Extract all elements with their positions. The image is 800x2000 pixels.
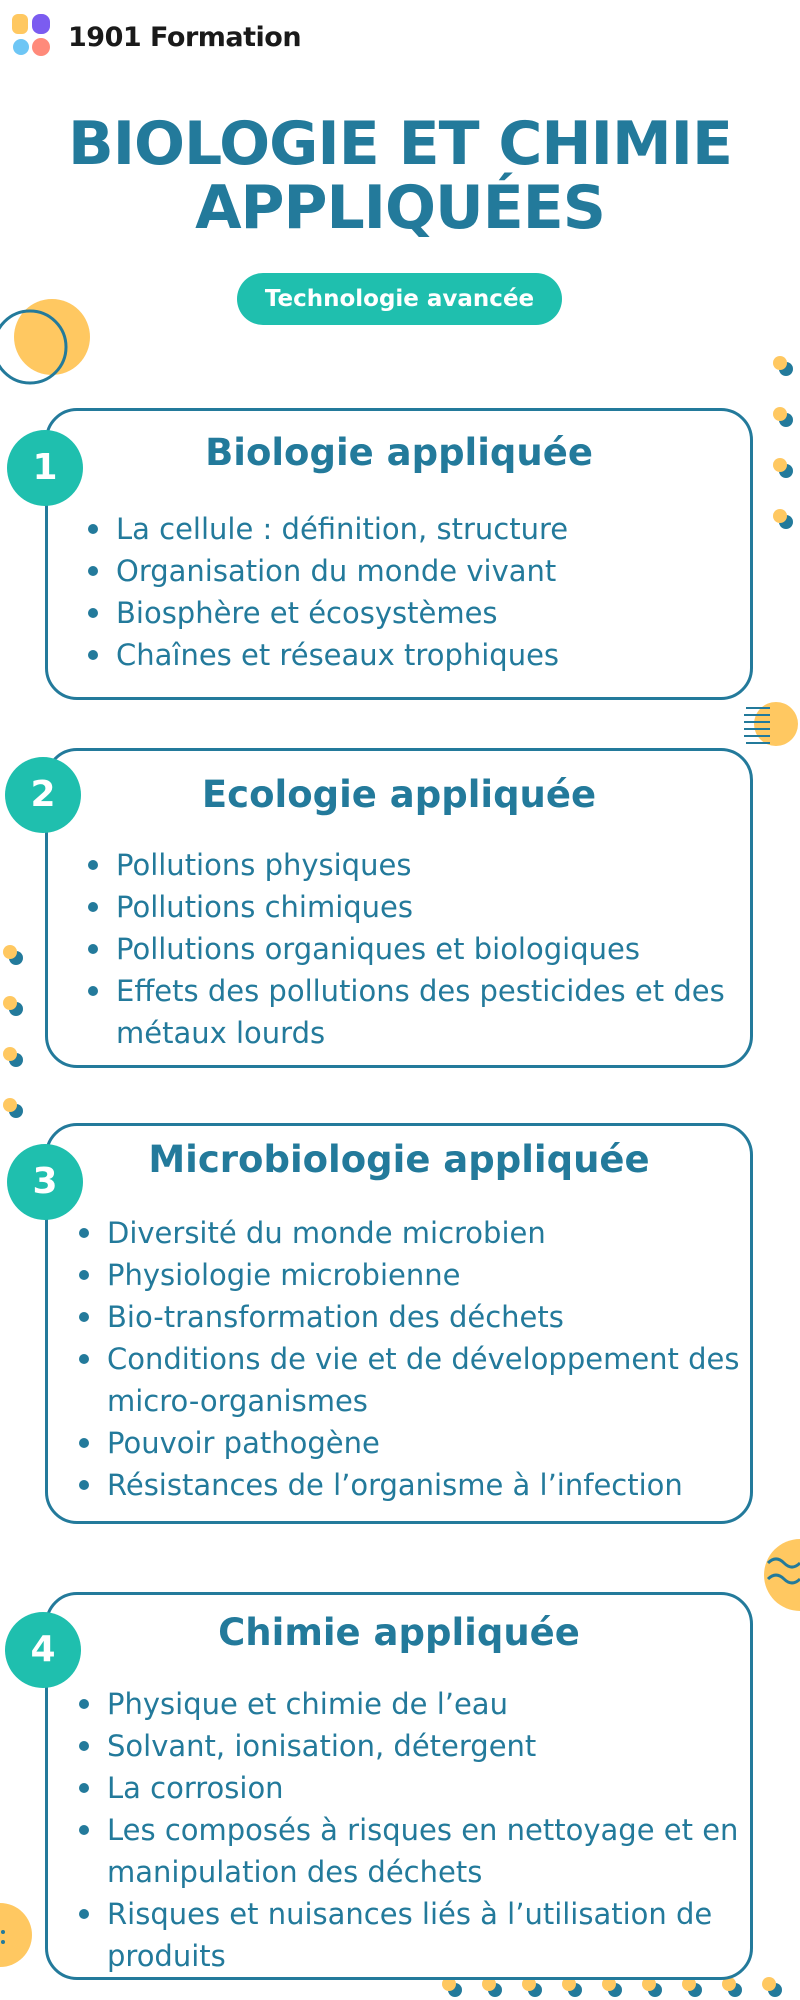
section-card-biologie <box>45 408 753 700</box>
section-list <box>116 844 736 1054</box>
section-title: Ecologie appliquée <box>201 773 597 816</box>
list-item: Pouvoir pathogène <box>107 1422 747 1464</box>
section-list <box>107 1212 747 1506</box>
list-item: Physiologie microbienne <box>107 1254 747 1296</box>
section-number-badge: 3 <box>7 1144 83 1220</box>
decorative-half-circle-icon <box>0 1890 34 1980</box>
section-number-badge: 4 <box>5 1612 81 1688</box>
section-number-badge: 2 <box>5 757 81 833</box>
list-item: Diversité du monde microbien <box>107 1212 747 1254</box>
list-item: La cellule : définition, structure <box>116 508 568 550</box>
list-item: Résistances de l’organisme à l’infection <box>107 1464 747 1506</box>
list-item: Les composés à risques en nettoyage et en manipulation des déchets <box>107 1809 747 1893</box>
list-item: Bio-transformation des déchets <box>107 1296 747 1338</box>
list-item: Pollutions chimiques <box>116 886 736 928</box>
brand-name: 1901 Formation <box>68 22 302 53</box>
decorative-circles-icon <box>0 295 95 390</box>
section-title: Biologie appliquée <box>205 431 593 474</box>
list-item: Organisation du monde vivant <box>116 550 568 592</box>
page-title-line-1: BIOLOGIE ET CHIMIE <box>67 109 732 179</box>
section-title: Microbiologie appliquée <box>148 1138 650 1181</box>
section-title: Chimie appliquée <box>218 1611 580 1654</box>
decorative-striped-circle-icon <box>742 700 800 748</box>
list-item: Biosphère et écosystèmes <box>116 592 568 634</box>
section-list <box>107 1683 747 1977</box>
list-item: Conditions de vie et de développement des micro-organismes <box>107 1338 747 1422</box>
list-item: Physique et chimie de l’eau <box>107 1683 747 1725</box>
list-item: Pollutions organiques et biologiques <box>116 928 736 970</box>
section-card-microbiologie <box>45 1123 753 1524</box>
page-title-line-2: APPLIQUÉES <box>195 173 605 243</box>
section-card-ecologie <box>45 748 753 1068</box>
list-item: Risques et nuisances liés à l’utilisation de produits <box>107 1893 747 1977</box>
list-item: Pollutions physiques <box>116 844 736 886</box>
list-item: Solvant, ionisation, détergent <box>107 1725 747 1767</box>
section-list <box>116 508 568 676</box>
tag-badge: Technologie avancée <box>237 273 562 325</box>
brand-logo-icon <box>12 14 52 62</box>
decorative-wave-circle-icon <box>760 1535 800 1615</box>
list-item: La corrosion <box>107 1767 747 1809</box>
list-item: Chaînes et réseaux trophiques <box>116 634 568 676</box>
section-number-badge: 1 <box>7 430 83 506</box>
section-card-chimie <box>45 1592 753 1980</box>
list-item: Effets des pollutions des pesticides et des métaux lourds <box>116 970 736 1054</box>
